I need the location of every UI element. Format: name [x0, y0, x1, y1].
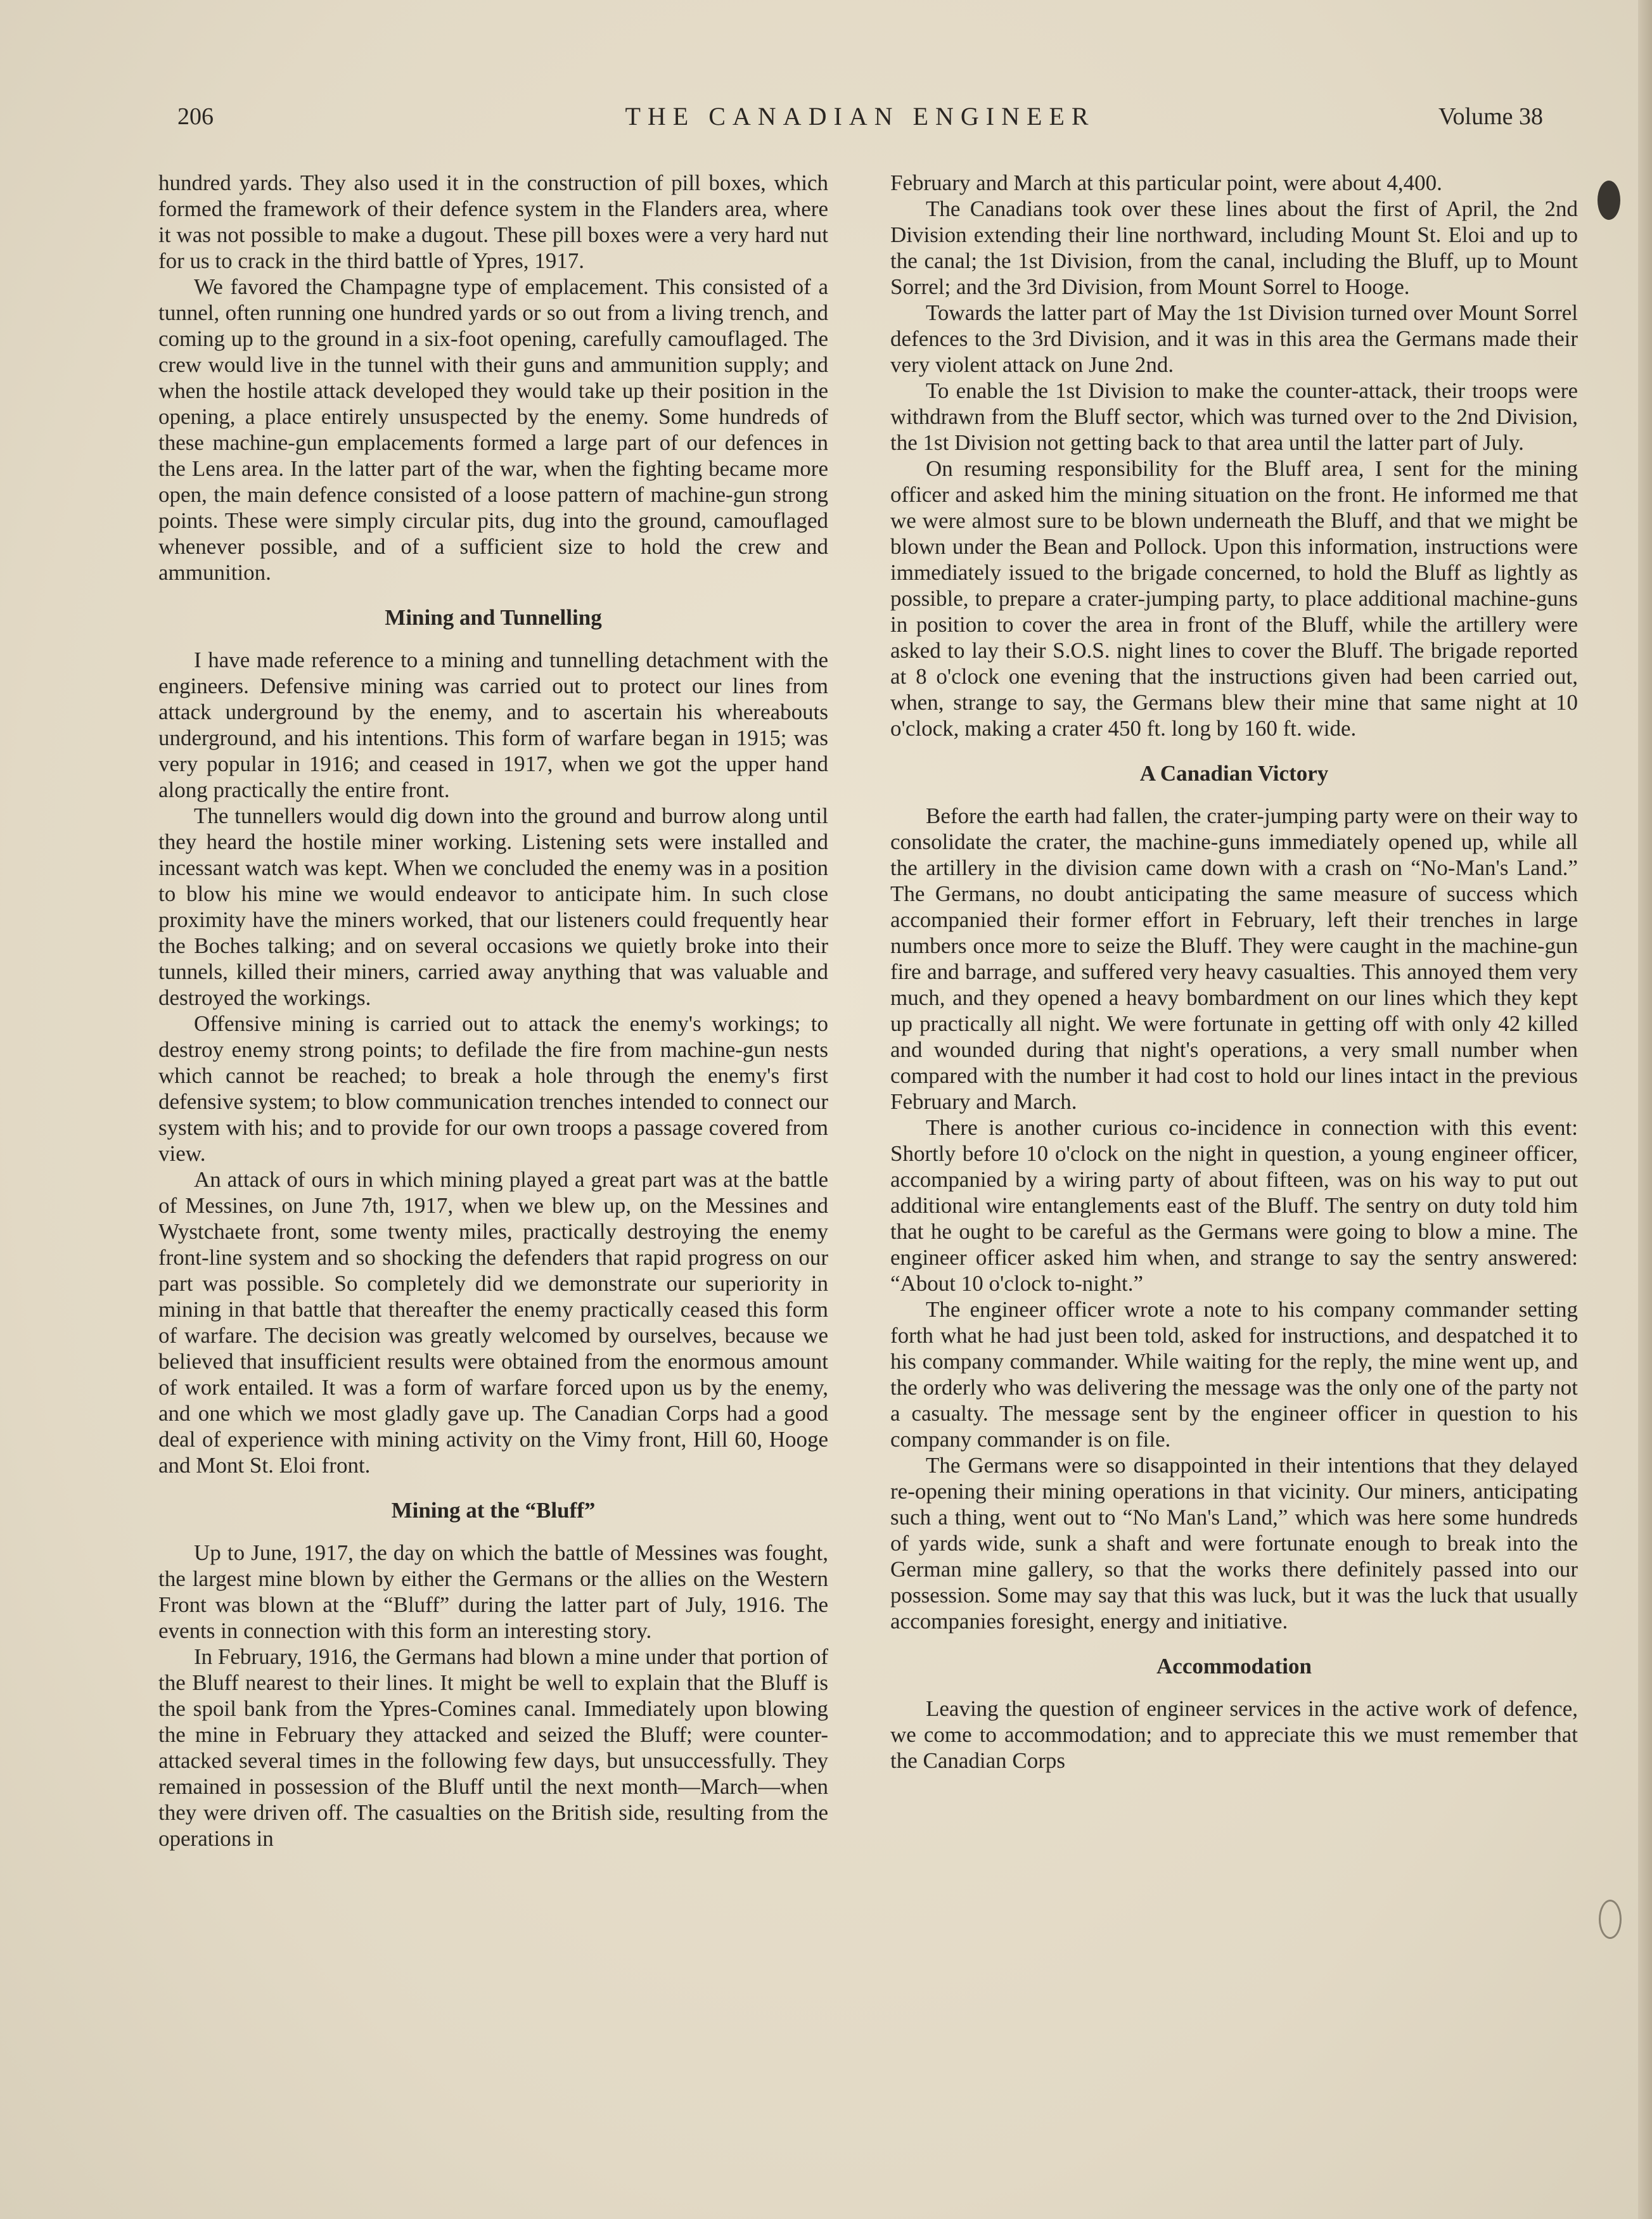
paragraph: An attack of ours in which mining played a great part was at the battle of Messines, on June 7th, 1917, when we blew up, on the Messines and Wystchaete front, some twenty miles, practically destroying the enemy front-line system and so shocking the defenders that rapid progress on our part was possible. So completely did we demonstrate our superiority in mining in that battle that thereafter the enemy practically ceased this form of warfare. The decision was greatly welcomed by ourselves, because we believed that insufficient results were obtained from the enormous amount of work entailed. It was a form of warfare forced upon us by the enemy, and one which we most gladly gave up. The Canadian Corps had a good deal of experience with mining activity on the Vimy front, Hill 60, Hooge and Mont St. Eloi front.: [158, 1167, 828, 1478]
paragraph: I have made reference to a mining and tunnelling detachment with the engineers. Defensive mining was carried out to protect our lines from attack underground by the enemy, and to ascertain his whereabouts underground, and his intentions. This form of warfare began in 1915; was very popular in 1916; and ceased in 1917, when we got the upper hand along practically the entire front.: [158, 648, 828, 802]
paragraph: hundred yards. They also used it in the construction of pill boxes, which formed the framework of their defence system in the Flanders area, where it was not possible to make a dugout. These pill boxes were a very hard nut for us to crack in the third battle of Ypres, 1917.: [158, 170, 828, 273]
paragraph: Before the earth had fallen, the crater-jumping party were on their way to consolidate the crater, the machine-guns immediately opened up, while all the artillery in the division came down with a crash on “No-Man's Land.” The Germans, no doubt anticipating the same measure of success which accompanied their former effort in February, left their trenches in large numbers once more to seize the Bluff. They were caught in the machine-gun fire and barrage, and suffered very heavy casualties. This annoyed them very much, and they opened a heavy bombardment on our lines which they kept up practically all night. We were fortunate in getting off with only 42 killed and wounded during that night's operations, a very small number when compared with the number it had cost to hold our lines intact in the previous February and March.: [890, 803, 1578, 1114]
binding-hole-icon: [1598, 181, 1620, 220]
volume-label: Volume 38: [1438, 103, 1543, 130]
binding-hole-icon: [1599, 1900, 1622, 1939]
left-column: [158, 170, 828, 1851]
section-heading: Mining at the “Bluff”: [391, 1498, 596, 1523]
right-column: [890, 170, 1578, 1774]
running-title: THE CANADIAN ENGINEER: [625, 102, 1096, 131]
paragraph: On resuming responsibility for the Bluff area, I sent for the mining officer and asked him the mining situation on the front. He informed me that we were almost sure to be blown underneath the Bluff, and that we might be blown under the Bean and Pollock. Upon this information, instructions were immediately issued to the brigade concerned, to hold the Bluff as lightly as possible, to prepare a crater-jumping party, to place additional machine-guns in position to cover the area in front of the Bluff, while the artillery were asked to lay their S.O.S. night lines to cover the Bluff. The brigade reported at 8 o'clock one evening that the instructions given had been carried out, when, strange to say, the Germans blew their mine that same night at 10 o'clock, making a crater 450 ft. long by 160 ft. wide.: [890, 456, 1578, 741]
paragraph: Offensive mining is carried out to attack the enemy's workings; to destroy enemy strong points; to defilade the fire from machine-gun nests which cannot be reached; to break a hole through the enemy's first defensive system; to blow communication trenches intended to connect our system with his; and to provide for our own troops a passage covered from view.: [158, 1011, 828, 1166]
paragraph: Up to June, 1917, the day on which the battle of Messines was fought, the largest mine blown by either the Germans or the allies on the Western Front was blown at the “Bluff” during the latter part of July, 1916. The events in connection with this form an interesting story.: [158, 1540, 828, 1643]
section-heading: Mining and Tunnelling: [385, 605, 602, 630]
paragraph: The tunnellers would dig down into the ground and burrow along until they heard the hostile miner working. Listening sets were installed and incessant watch was kept. When we concluded the enemy was in a position to blow his mine we would endeavor to anticipate him. In such close proximity have the miners worked, that our listeners could frequently hear the Boches talking; and on several occasions we quietly broke into their tunnels, killed their miners, carried away anything that was valuable and destroyed the workings.: [158, 803, 828, 1010]
paragraph: The Canadians took over these lines about the first of April, the 2nd Division extending their line northward, including Mount St. Eloi and up to the canal; the 1st Division, from the canal, including the Bluff, up to Mount Sorrel; and the 3rd Division, from Mount Sorrel to Hooge.: [890, 196, 1578, 299]
section-heading: Accommodation: [1156, 1654, 1312, 1679]
paragraph: Towards the latter part of May the 1st Division turned over Mount Sorrel defences to the 3rd Division, and it was in this area the Germans made their very violent attack on June 2nd.: [890, 300, 1578, 377]
paragraph: In February, 1916, the Germans had blown a mine under that portion of the Bluff nearest to their lines. It might be well to explain that the Bluff is the spoil bank from the Ypres-Comines canal. Immediately upon blowing the mine in February they attacked and seized the Bluff; were counter-attacked several times in the following few days, but unsuccessfully. They remained in possession of the Bluff until the next month—March—when they were driven off. The casualties on the British side, resulting from the operations in: [158, 1644, 828, 1851]
paragraph: February and March at this particular point, were about 4,400.: [890, 170, 1442, 195]
page-number: 206: [177, 103, 214, 130]
running-header: [177, 95, 1543, 139]
paragraph: To enable the 1st Division to make the counter-attack, their troops were withdrawn from the Bluff sector, which was turned over to the 2nd Division, the 1st Division not getting back to that area until the latter part of July.: [890, 378, 1578, 455]
section-heading: A Canadian Victory: [1139, 761, 1329, 786]
paragraph: We favored the Champagne type of emplacement. This consisted of a tunnel, often running one hundred yards or so out from a living trench, and coming up to the ground in a six-foot opening, carefully camouflaged. The crew would live in the tunnel with their guns and ammunition supply; and when the hostile attack developed they would take up their position in the opening, a place entirely unsuspected by the enemy. Some hundreds of these machine-gun emplacements formed a large part of our defences in the Lens area. In the latter part of the war, when the fighting became more open, the main defence consisted of a loose pattern of machine-gun strong points. These were simply circular pits, dug into the ground, camouflaged whenever possible, and of a sufficient size to hold the crew and ammunition.: [158, 274, 828, 585]
paragraph: The engineer officer wrote a note to his company commander setting forth what he had just been told, asked for instructions, and despatched it to his company commander. While waiting for the reply, the mine went up, and the orderly who was delivering the message was the only one of the party not a casualty. The message sent by the engineer officer in question to his company commander is on file.: [890, 1297, 1578, 1452]
page-edge-shadow: [1638, 0, 1652, 2219]
paragraph: There is another curious co-incidence in connection with this event: Shortly before 10 o'clock on the night in question, a young engineer officer, accompanied by a wiring party of about fifteen, was on his way to put out additional wire entanglements east of the Bluff. The sentry on duty told him that he ought to be careful as the Germans were going to blow a mine. The engineer officer asked him when, and strange to say the sentry answered: “About 10 o'clock to-night.”: [890, 1115, 1578, 1296]
paragraph: The Germans were so disappointed in their intentions that they delayed re-opening their mining operations in that vicinity. Our miners, anticipating such a thing, went out to “No Man's Land,” which was here some hundreds of yards wide, sunk a shaft and were fortunate enough to break into the German mine gallery, so that the works there definitely passed into our possession. Some may say that this was luck, but it was the luck that usually accompanies foresight, energy and initiative.: [890, 1453, 1578, 1634]
paragraph: Leaving the question of engineer services in the active work of defence, we come to accommodation; and to appreciate this we must remember that the Canadian Corps: [890, 1696, 1578, 1773]
